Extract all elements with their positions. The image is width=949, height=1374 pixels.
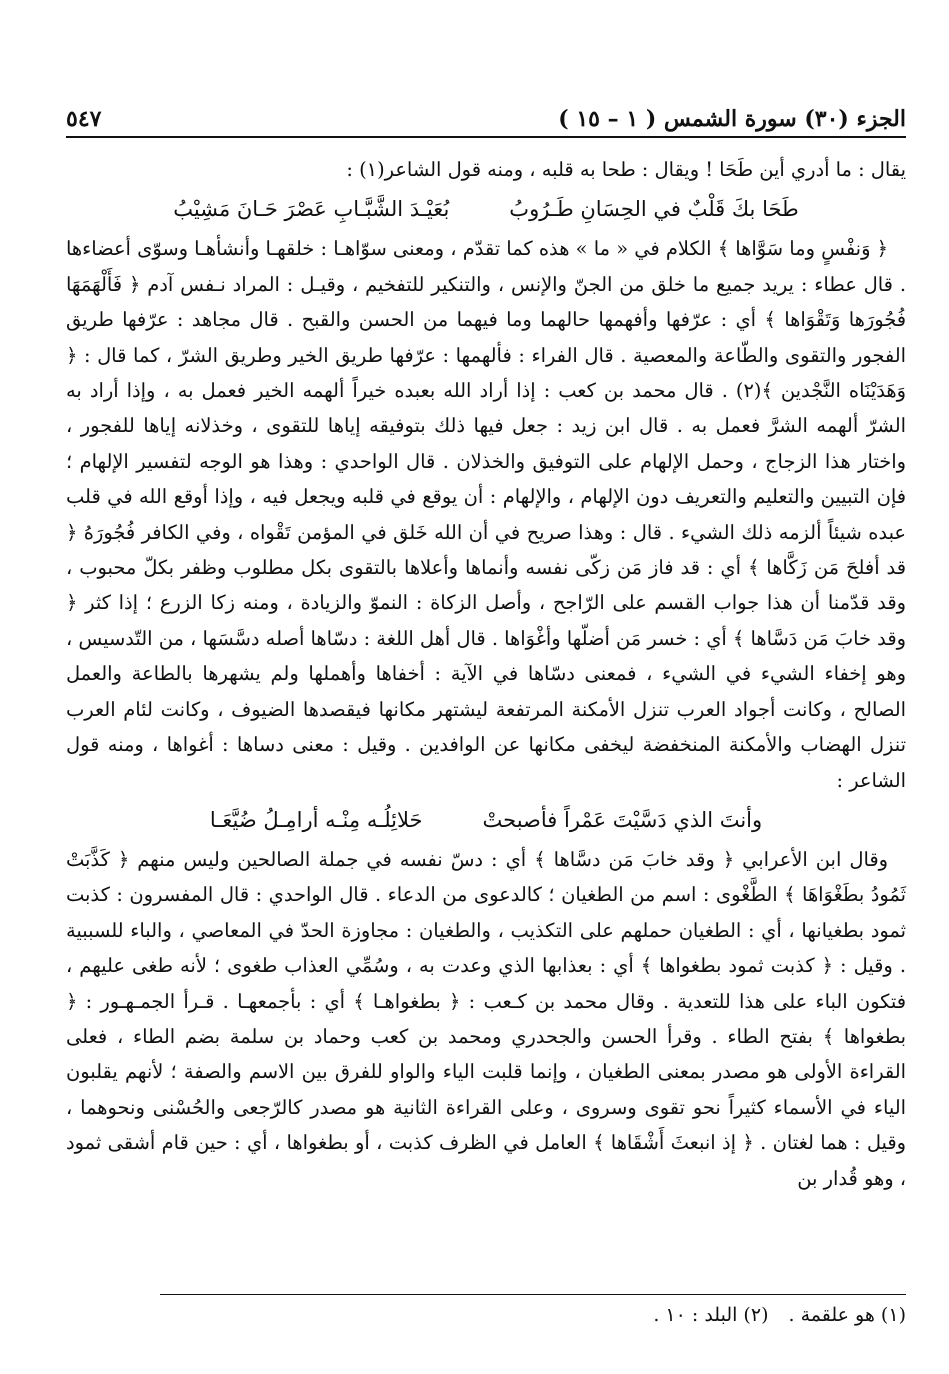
footnote-1: (١) هو علقمة . (788, 1304, 906, 1326)
header-title: الجزء (٣٠) سورة الشمس ( ١ – ١٥ ) (558, 106, 906, 132)
footnote-2: (٢) البلد : ١٠ . (653, 1304, 769, 1326)
paragraph-1: يقال : ما أدري أين طَحَا ! ويقال : طحا به قلبه ، ومنه قول الشاعر(١) : (346, 158, 906, 181)
page-body (66, 152, 906, 1196)
header-divider (66, 136, 906, 138)
verse-1-second-hemistich: بُعَيْـدَ الشَّبَّـابِ عَصْرَ حَـانَ مَشِيْبُ (173, 197, 450, 222)
verse-2-second-hemistich: حَلائِلُـه مِنْـه أرامِـلُ ضُيَّعَـا (209, 807, 423, 832)
verse-2-first-hemistich: وأنتَ الذي دَسَّيْتَ عَمْراً فأصبحتْ (482, 807, 763, 832)
page-number: ٥٤٧ (66, 106, 102, 132)
footnotes (66, 1300, 906, 1330)
footnote-divider (160, 1294, 906, 1295)
page (66, 92, 906, 1196)
running-header (66, 92, 906, 132)
verse-1 (66, 189, 906, 229)
paragraph-2: ﴿ وَنفْسٍ وما سَوَّاها ﴾ الكلام في « ما » هذه كما تقدّم ، ومعنى سوّاهـا : خلقهـا وأنشأهـا وسوّى أعضاءها . قال عطاء : يريد جميع ما خلق من الجنّ والإنس ، والتنكير للتفخيم ، وقيـل : المراد نـفس آدم ﴿ فَأَلْهَمَهَا فُجُورَها وَتَقْوَاها ﴾ أي : عرّفها وأفهمها حالهما وما فيهما من الحسن والقبح . قال مجاهد : عرّفها طريق الفجور والتقوى والطّاعة والمعصية . قال الفراء : فألهمها : عرّفها طريق الخير وطريق الشرّ ، كما قال : ﴿ وَهَدَيْنَاه النَّجْدين ﴾(٢) . قال محمد بن كعب : إذا أراد الله بعبده خيراً ألهمه الخير فعمل به ، وإذا أراد به الشرّ ألهمه الشرَّ فعمل به . قال ابن زيد : جعل فيها ذلك بتوفيقه إياها للتقوى ، وخذلانه إياها للفجور ، واختار هذا الزجاج ، وحمل الإلهام على التوفيق والخذلان . قال الواحدي : وهذا هو الوجه لتفسير الإلهام ؛ فإن التبيين والتعليم والتعريف دون الإلهام ، والإلهام : أن يوقع في قلبه ويجعل فيه ، وإذا أوقع الله في قلب عبده شيئاً ألزمه ذلك الشيء . قال : وهذا صريح في أن الله خَلق في المؤمن تَقْواه ، وفي الكافر فُجُورَهُ ﴿ قد أفلحَ مَن زَكَّاها ﴾ أي : قد فاز مَن زكّى نفسه وأنماها وأعلاها بالتقوى بكل مطلوب وظفر بكلّ محبوب ، وقد قدّمنا أن هذا جواب القسم على الرّاجح ، وأصل الزكاة : النموّ والزيادة ، ومنه زكا الزرع ؛ إذا كثر ﴿ وقد خابَ مَن دَسَّاها ﴾ أي : خسر مَن أضلّها وأغْوَاها . قال أهل اللغة : دسّاها أصله دسَّسَها ، من التّدسيس ، وهو إخفاء الشيء في الشيء ، فمعنى دسّاها في الآية : أخفاها وأهملها ولم يشهرها بالطاعة والعمل الصالح ، وكانت أجواد العرب تنزل الأمكنة المرتفعة ليشتهر مكانها فيقصدها الضيوف ، وكانت لئام العرب تنزل الهضاب والأمكنة المنخفضة ليخفى مكانها عن الوافدين . وقيل : معنى دساها : أغواها ، ومنه قول الشاعر : (66, 237, 907, 792)
paragraph-3: وقال ابن الأعرابي ﴿ وقد خابَ مَن دسَّاها ﴾ أي : دسّ نفسه في جملة الصالحين وليس منهم ﴿ كَذَّبَتْ ثَمُودُ بطَغْوَاهَا ﴾ الطَّغْوى : اسم من الطغيان ؛ كالدعوى من الدعاء . قال الواحدي : قال المفسرون : كذبت ثمود بطغيانها ، أي : الطغيان حملهم على التكذيب ، والطغيان : مجاوزة الحدّ في المعاصي ، والباء للسببية . وقيل : ﴿ كذبت ثمود بطغواها ﴾ أي : بعذابها الذي وعدت به ، وسُمِّي العذاب طغوى ؛ لأنه طغى عليهم ، فتكون الباء على هذا للتعدية . وقال محمد بن كـعب : ﴿ بطغواهـا ﴾ أي : بأجمعهـا . قـرأ الجمـهـور : ﴿ بطغواها ﴾ بفتح الطاء . وقرأ الحسن والجحدري ومحمد بن كعب وحماد بن سلمة بضم الطاء ، فعلى القراءة الأولى هو مصدر بمعنى الطغيان ، وإنما قلبت الياء والواو للفرق بين الاسم والصفة ؛ لأنهم يقلبون الياء في الأسماء كثيراً نحو تقوى وسروى ، وعلى القراءة الثانية هو مصدر كالرّجعى والحُسْنى ونحوهما ، وقيل : هما لغتان . ﴿ إذ انبعثَ أَشْقَاها ﴾ العامل في الظرف كذبت ، أو بطغواها ، أي : حين قام أشقى ثمود ، وهو قُدار بن (66, 847, 906, 1190)
verse-1-first-hemistich: طَحَا بكَ قَلْبٌ في الحِسَانِ طَـرُوبُ (509, 197, 799, 222)
verse-2 (66, 800, 906, 840)
